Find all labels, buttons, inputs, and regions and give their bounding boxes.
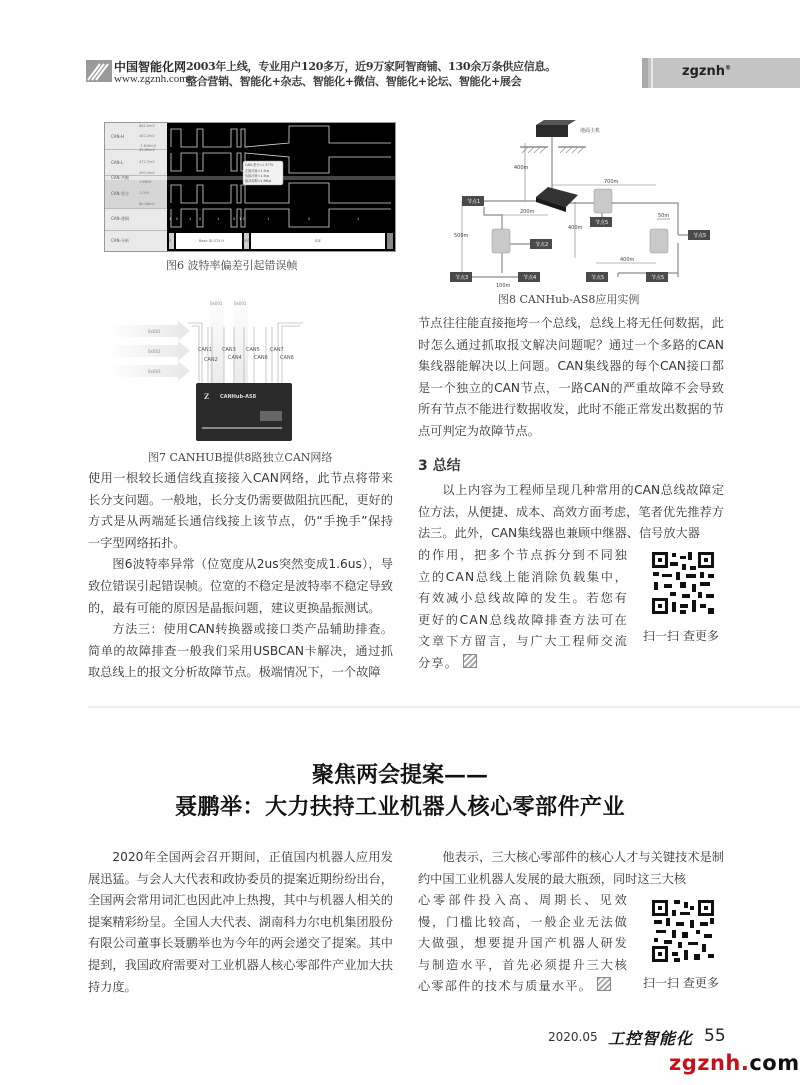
distance-label: 400m [514, 165, 529, 171]
node-label: 节点5 [595, 220, 609, 226]
device-name: CANHub-AS8 [220, 394, 257, 400]
figure-6-caption: 图6 波特率偏差引起错误帧 [166, 259, 298, 272]
node-label: 节点5 [693, 233, 707, 239]
bit-label: 0 [199, 217, 202, 221]
port-label: CAN6 [254, 355, 268, 361]
qr-code-pattern [650, 898, 716, 964]
port-label: CAN7 [270, 347, 284, 353]
article2-right-column-narrow [418, 890, 628, 998]
qr-code-icon[interactable] [650, 550, 716, 616]
bit-label: 1 [217, 217, 220, 221]
port-label: CAN3 [222, 347, 236, 353]
canhub-device [536, 187, 578, 212]
bit-label: 1 [357, 217, 360, 221]
node-label: 节点4 [523, 275, 537, 281]
article2-left-column [88, 847, 393, 998]
frame-label: E [388, 239, 391, 243]
paragraph: 节点往往能直接拖垮一个总线，总线上将无任何数据，此时怎么通过抓取报文解决问题呢？通过一个多路的CAN集线器能解决以上问题。CAN集线器的每个CAN接口都是一个独立的CAN节点，一路CAN的严重故障不会导致所有节点不能进行数据收发，此时不能正常发出数据的节点可判定为故障节点。 [418, 316, 724, 438]
node-label: 节点5 [591, 275, 605, 281]
scale-label: 490.4mV [139, 171, 155, 175]
channel-labels [105, 123, 167, 251]
can-id-label: 0x002 [148, 349, 161, 354]
qr-label: 扫一扫 查更多 [643, 976, 719, 990]
scale-label: 882.2mV [139, 124, 155, 128]
header-tagline-1: 2003年上线，专业用户120多万，近9万家阿智商铺、130余万条供应信息。 [186, 60, 556, 73]
bit-label: 1 [169, 217, 172, 221]
paragraph: 2020年全国两会召开期间，正值国内机器人应用发展迅猛。与会人大代表和政协委员的提案近期纷纷出台，全国两会常用词汇也因此冲上热搜，其中与机器人相关的提案精彩纷呈。全国人大代表、湖南科力尔电机集团股份有限公司董事长聂鹏举也为今年的两会递交了提案。其中提到，我国政府需要对工业机器人核心零部件产业加大扶持力度。 [88, 850, 393, 994]
ground-host [520, 120, 586, 153]
figure-6-oscilloscope [104, 122, 396, 252]
right-column-article1 [418, 313, 724, 443]
tooltip-line: 负脉冲宽=1.9us [245, 174, 270, 178]
scale-label: 1.00V [139, 191, 150, 195]
figure-8-network-diagram [440, 115, 730, 290]
paragraph: 图6波特率异常（位宽度从2us突然变成1.6us），导致位错误引起错误帧。位宽的不稳定是波特率不稳定导致的，最有可能的原因是晶振问题，建议更换晶振测试。 [88, 557, 393, 615]
node-label: 节点3 [455, 275, 469, 281]
channel-label: CAN-共模 [111, 175, 129, 180]
port-label: CAN4 [228, 355, 242, 361]
figure-7-canhub-device [108, 295, 388, 445]
port-label: CAN1 [198, 347, 212, 353]
can-id-label: 0x003 [148, 369, 161, 374]
scale-label: 1.884V [139, 180, 152, 184]
tooltip-line: CAN-差分=1.377V [245, 163, 274, 167]
scale-label: 45.89mV [139, 148, 155, 152]
distance-label: 400m [568, 225, 583, 231]
channel-label: CAN-差分 [111, 191, 129, 196]
port-label: CAN5 [246, 347, 260, 353]
site-logo-icon [86, 60, 112, 82]
distance-label: 700m [604, 179, 619, 185]
qr-code-pattern [650, 550, 716, 616]
header-tagline-2: 整合营销、智能化+杂志、智能化+微信、智能化+论坛、智能化+展会 [186, 75, 522, 88]
article2-right-column-wide [418, 847, 724, 890]
section-divider [88, 706, 800, 708]
bit-label: 1 [189, 217, 192, 221]
left-column-article1 [88, 468, 393, 684]
waveform-plot [167, 123, 395, 251]
node-label: 节点1 [467, 199, 481, 205]
bit-label: 1 [267, 217, 270, 221]
port-label: CAN8 [280, 355, 294, 361]
distance-label: 100m [496, 283, 511, 289]
zlg-logo: Z [204, 392, 210, 401]
article-title-line2: 聂鹏举：大力扶持工业机器人核心零部件产业 [174, 794, 625, 820]
distance-label: 500m [454, 233, 469, 239]
bit-label: 0 [176, 217, 179, 221]
frame-label: IDE [315, 239, 321, 243]
figure-8-caption: 图8 CANHub-AS8应用实例 [498, 293, 640, 306]
can-id-label: 0x001 [210, 301, 223, 306]
paragraph: 以上内容为工程师呈现几种常用的CAN总线故障定位方法，从便捷、成本、高效方面考虑，笔者优先推荐方法三。此外，CAN集线器也兼顾中继器、信号放大器 [418, 483, 724, 541]
channel-label: CAN-分析 [111, 238, 129, 243]
frame-label: S [169, 239, 172, 243]
end-mark-icon [463, 654, 477, 668]
channel-label: CAN-H [111, 134, 124, 139]
scale-label: -7.816mV [139, 144, 157, 148]
can-id-label: 0x001 [148, 329, 161, 334]
bit-label: 0 [308, 217, 311, 221]
article-title-line1: 聚焦两会提案—— [311, 762, 488, 788]
node-label: 节点5 [651, 275, 665, 281]
host-label: 地面主机 [580, 128, 601, 134]
scale-label: 472.7mV [139, 160, 155, 164]
frame-label: Base ID:374 H [199, 239, 224, 243]
tooltip-line: 脉冲周期=2.96us [245, 179, 272, 183]
channel-label: CAN-逻辑 [111, 216, 129, 221]
summary-paragraph-wide [418, 480, 724, 545]
channel-label: CAN-L [111, 160, 124, 165]
port-label: CAN2 [204, 357, 218, 363]
tooltip-line: 正脉冲宽=1.5us [245, 169, 270, 173]
brand-bar [642, 58, 800, 88]
summary-paragraph-narrow [418, 545, 628, 675]
magazine-name: 工控智能化 [608, 1029, 694, 1048]
paragraph: 他表示，三大核心零部件的核心人才与关键技术是制约中国工业机器人发展的最大瓶颈，同时这三大核 [418, 850, 724, 886]
qr-label: 扫一扫 查更多 [643, 629, 719, 643]
qr-code-icon[interactable] [650, 898, 716, 964]
website-watermark[interactable]: zgznh.com [669, 1051, 800, 1075]
page-number: 55 [704, 1026, 726, 1046]
paragraph: 方法三：使用CAN转换器或接口类产品辅助排查。简单的故障排查一般我们采用USBCAN卡解决，通过抓取总线上的报文分析故障节点。极端情况下，一个故障 [88, 622, 393, 680]
frame-label: SRR [243, 239, 251, 243]
site-name: 中国智能化网 [114, 60, 187, 74]
site-url[interactable]: www.zgznh.com [114, 73, 188, 85]
distance-label: 50m [658, 213, 670, 219]
can-id-label: 0x001 [234, 301, 247, 306]
distance-label: 200m [520, 209, 535, 215]
bit-label: 1 [239, 217, 242, 221]
bit-label: 0 [243, 217, 246, 221]
bit-label: 0 [233, 217, 236, 221]
scale-label: 482.2mV [139, 134, 155, 138]
node-label: 节点2 [535, 242, 549, 248]
section-heading: 3 总结 [418, 458, 461, 474]
end-mark-icon [597, 977, 611, 991]
paragraph: 心零部件投入高、周期长、见效慢，门槛比较高，一般企业无法做大做强，想要提升国产机器人研发与制造水平，首先必须提升三大核心零部件的技术与质量水平。 [418, 893, 628, 994]
scale-label: 8e-08mV [139, 202, 155, 206]
brand-logo: zgznh® [682, 64, 731, 79]
issue-date: 2020.05 [548, 1030, 598, 1044]
distance-label: 400m [620, 257, 635, 263]
paragraph: 使用一根较长通信线直接接入CAN网络，此节点将带来长分支问题。一般地，长分支仍需要做阻抗匹配，更好的方式是从两端延长通信线接上该节点，仍“手挽手”保持一字型网络拓扑。 [88, 471, 393, 550]
paragraph: 的作用，把多个节点拆分到不同独立的CAN总线上能消除负载集中，有效减小总线故障的发生。若您有更好的CAN总线故障排查方法可在文章下方留言，与广大工程师交流分享。 [418, 548, 628, 670]
figure-7-caption: 图7 CANHUB提供8路独立CAN网络 [148, 451, 333, 464]
